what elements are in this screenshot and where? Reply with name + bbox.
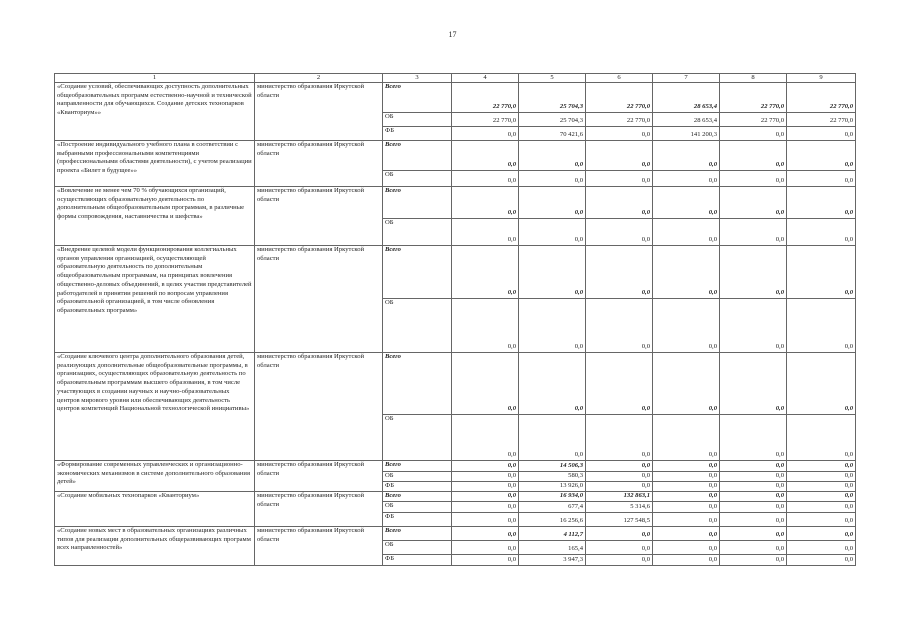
- amount-cell: 0,0: [653, 141, 720, 171]
- executor-cell: министерство образования Иркутской области: [255, 492, 383, 527]
- funding-source-cell: Всего: [383, 187, 452, 219]
- amount-cell: 0,0: [653, 555, 720, 566]
- page-number: 17: [448, 30, 457, 39]
- event-name-cell: «Создание новых мест в образовательных организациях различных типов для реализации дополнительных общеразвивающих программ всех направленностей»: [55, 527, 255, 566]
- amount-cell: 0,0: [653, 171, 720, 187]
- header-cell: 2: [255, 74, 383, 83]
- amount-cell: 0,0: [653, 246, 720, 299]
- amount-cell: 0,0: [720, 171, 787, 187]
- amount-cell: 0,0: [720, 513, 787, 527]
- amount-cell: 0,0: [519, 415, 586, 461]
- header-cell: 4: [452, 74, 519, 83]
- amount-cell: 0,0: [653, 415, 720, 461]
- amount-cell: 22 770,0: [586, 113, 653, 127]
- amount-cell: 0,0: [586, 171, 653, 187]
- executor-cell: министерство образования Иркутской области: [255, 246, 383, 353]
- amount-cell: 0,0: [586, 246, 653, 299]
- amount-cell: 0,0: [586, 527, 653, 541]
- amount-cell: 0,0: [586, 353, 653, 415]
- funding-source-cell: ОБ: [383, 502, 452, 513]
- executor-cell: министерство образования Иркутской области: [255, 527, 383, 566]
- amount-cell: 141 200,3: [653, 127, 720, 141]
- amount-cell: 0,0: [653, 482, 720, 492]
- amount-cell: 0,0: [787, 246, 856, 299]
- header-cell: 7: [653, 74, 720, 83]
- amount-cell: 3 947,3: [519, 555, 586, 566]
- amount-cell: 28 653,4: [653, 113, 720, 127]
- amount-cell: 580,3: [519, 472, 586, 482]
- amount-cell: 0,0: [452, 461, 519, 472]
- funding-source-cell: Всего: [383, 141, 452, 171]
- amount-cell: 0,0: [586, 472, 653, 482]
- table-row: [55, 187, 856, 219]
- table-row: [55, 353, 856, 415]
- amount-cell: 0,0: [720, 415, 787, 461]
- amount-cell: 0,0: [720, 219, 787, 246]
- amount-cell: 0,0: [653, 353, 720, 415]
- amount-cell: 0,0: [452, 187, 519, 219]
- amount-cell: 0,0: [653, 461, 720, 472]
- amount-cell: 0,0: [586, 299, 653, 353]
- funding-source-cell: Всего: [383, 527, 452, 541]
- event-name-cell: «Построение индивидуального учебного плана в соответствии с выбранными профессиональными компетенциями (профессиональными областями деятельности), с учетом реализации проекта «Билет в будущее»»: [55, 141, 255, 187]
- funding-source-cell: Всего: [383, 246, 452, 299]
- amount-cell: 0,0: [519, 299, 586, 353]
- executor-cell: министерство образования Иркутской области: [255, 141, 383, 187]
- funding-source-cell: ОБ: [383, 219, 452, 246]
- amount-cell: 0,0: [720, 527, 787, 541]
- header-cell: 5: [519, 74, 586, 83]
- amount-cell: 0,0: [787, 219, 856, 246]
- funding-source-cell: ФБ: [383, 482, 452, 492]
- amount-cell: 0,0: [787, 171, 856, 187]
- funding-source-cell: ОБ: [383, 299, 452, 353]
- amount-cell: 0,0: [452, 171, 519, 187]
- amount-cell: 0,0: [586, 482, 653, 492]
- table-row: [55, 461, 856, 472]
- amount-cell: 165,4: [519, 541, 586, 555]
- amount-cell: 22 770,0: [720, 83, 787, 113]
- amount-cell: 4 112,7: [519, 527, 586, 541]
- event-name-cell: «Внедрение целевой модели функционирования коллегиальных органов управления организацией, осуществляющей образовательную деятельность по дополнительным общеобразовательным программам, на принципах вовлечения общественно-деловых объединений, в целях участия представителей работодателей в принятии решений по вопросам управления образовательной организацией, в том числе обновления образовательных программ»: [55, 246, 255, 353]
- amount-cell: 0,0: [720, 246, 787, 299]
- amount-cell: 0,0: [586, 541, 653, 555]
- amount-cell: 16 256,6: [519, 513, 586, 527]
- funding-source-cell: Всего: [383, 461, 452, 472]
- amount-cell: 0,0: [653, 187, 720, 219]
- budget-table: [54, 73, 856, 566]
- event-name-cell: «Создание ключевого центра дополнительного образования детей, реализующих дополнительные общеобразовательные программы, в организациях, осуществляющих образовательную деятельность по образовательным программам высшего образования, в том числе участвующих в создании научных и научно-образовательных центров мирового уровня или обеспечивающих деятельность центров компетенций Национальной технологической инициативы»: [55, 353, 255, 461]
- amount-cell: 677,4: [519, 502, 586, 513]
- amount-cell: 0,0: [586, 415, 653, 461]
- amount-cell: 0,0: [519, 246, 586, 299]
- amount-cell: 0,0: [720, 353, 787, 415]
- amount-cell: 0,0: [653, 541, 720, 555]
- table-row: [55, 492, 856, 502]
- funding-source-cell: Всего: [383, 353, 452, 415]
- amount-cell: 0,0: [452, 141, 519, 171]
- amount-cell: 0,0: [519, 353, 586, 415]
- table-row: [55, 246, 856, 299]
- amount-cell: 22 770,0: [452, 113, 519, 127]
- amount-cell: 0,0: [586, 127, 653, 141]
- amount-cell: 0,0: [452, 127, 519, 141]
- header-cell: 1: [55, 74, 255, 83]
- amount-cell: 0,0: [452, 472, 519, 482]
- amount-cell: 0,0: [787, 541, 856, 555]
- amount-cell: 0,0: [787, 502, 856, 513]
- table-row: [55, 527, 856, 541]
- amount-cell: 0,0: [519, 187, 586, 219]
- amount-cell: 25 704,3: [519, 83, 586, 113]
- amount-cell: 0,0: [653, 492, 720, 502]
- amount-cell: 0,0: [653, 513, 720, 527]
- amount-cell: 0,0: [452, 353, 519, 415]
- event-name-cell: «Формирование современных управленческих и организационно-экономических механизмов в системе дополнительного образования детей»: [55, 461, 255, 492]
- header-cell: 8: [720, 74, 787, 83]
- funding-source-cell: Всего: [383, 83, 452, 113]
- amount-cell: 0,0: [452, 219, 519, 246]
- amount-cell: 22 770,0: [787, 113, 856, 127]
- amount-cell: 0,0: [519, 141, 586, 171]
- header-cell: 6: [586, 74, 653, 83]
- amount-cell: 0,0: [720, 482, 787, 492]
- amount-cell: 14 506,3: [519, 461, 586, 472]
- amount-cell: 22 770,0: [452, 83, 519, 113]
- executor-cell: министерство образования Иркутской области: [255, 83, 383, 141]
- header-row: [55, 74, 856, 83]
- amount-cell: 0,0: [720, 541, 787, 555]
- funding-source-cell: ОБ: [383, 171, 452, 187]
- amount-cell: 0,0: [452, 482, 519, 492]
- amount-cell: 0,0: [586, 141, 653, 171]
- amount-cell: 22 770,0: [586, 83, 653, 113]
- amount-cell: 0,0: [720, 502, 787, 513]
- amount-cell: 0,0: [452, 415, 519, 461]
- executor-cell: министерство образования Иркутской области: [255, 353, 383, 461]
- amount-cell: 0,0: [586, 555, 653, 566]
- amount-cell: 0,0: [653, 299, 720, 353]
- amount-cell: 0,0: [787, 527, 856, 541]
- amount-cell: 0,0: [787, 472, 856, 482]
- amount-cell: 0,0: [787, 141, 856, 171]
- amount-cell: 25 704,3: [519, 113, 586, 127]
- amount-cell: 0,0: [787, 461, 856, 472]
- amount-cell: 0,0: [519, 171, 586, 187]
- funding-source-cell: ОБ: [383, 541, 452, 555]
- amount-cell: 0,0: [586, 187, 653, 219]
- amount-cell: 28 653,4: [653, 83, 720, 113]
- amount-cell: 0,0: [720, 141, 787, 171]
- amount-cell: 0,0: [720, 555, 787, 566]
- amount-cell: 0,0: [787, 482, 856, 492]
- funding-source-cell: Всего: [383, 492, 452, 502]
- amount-cell: 0,0: [653, 527, 720, 541]
- funding-source-cell: ФБ: [383, 555, 452, 566]
- header-cell: 9: [787, 74, 856, 83]
- funding-source-cell: ФБ: [383, 127, 452, 141]
- funding-source-cell: ФБ: [383, 513, 452, 527]
- amount-cell: 16 934,0: [519, 492, 586, 502]
- amount-cell: 22 770,0: [720, 113, 787, 127]
- funding-source-cell: ОБ: [383, 472, 452, 482]
- amount-cell: 0,0: [586, 461, 653, 472]
- amount-cell: 0,0: [452, 527, 519, 541]
- amount-cell: 0,0: [720, 461, 787, 472]
- event-name-cell: «Создание условий, обеспечивающих доступность дополнительных общеобразовательных программ естественно-научной и технической направленности для обучающихся. Создание детских технопарков «Кванториум»»: [55, 83, 255, 141]
- amount-cell: 0,0: [787, 555, 856, 566]
- amount-cell: 0,0: [586, 219, 653, 246]
- amount-cell: 0,0: [452, 555, 519, 566]
- amount-cell: 0,0: [787, 492, 856, 502]
- funding-source-cell: ОБ: [383, 113, 452, 127]
- amount-cell: 0,0: [787, 415, 856, 461]
- amount-cell: 0,0: [653, 472, 720, 482]
- amount-cell: 0,0: [519, 219, 586, 246]
- amount-cell: 0,0: [787, 187, 856, 219]
- executor-cell: министерство образования Иркутской области: [255, 187, 383, 246]
- table-row: [55, 141, 856, 171]
- amount-cell: 0,0: [720, 127, 787, 141]
- amount-cell: 0,0: [720, 492, 787, 502]
- amount-cell: 5 314,6: [586, 502, 653, 513]
- amount-cell: 0,0: [452, 541, 519, 555]
- event-name-cell: «Создание мобильных технопарков «Кванториум»: [55, 492, 255, 527]
- amount-cell: 0,0: [653, 219, 720, 246]
- amount-cell: 0,0: [720, 472, 787, 482]
- amount-cell: 13 926,0: [519, 482, 586, 492]
- amount-cell: 0,0: [452, 246, 519, 299]
- amount-cell: 0,0: [787, 299, 856, 353]
- amount-cell: 0,0: [720, 299, 787, 353]
- amount-cell: 0,0: [720, 187, 787, 219]
- executor-cell: министерство образования Иркутской области: [255, 461, 383, 492]
- amount-cell: 0,0: [452, 299, 519, 353]
- table-row: [55, 83, 856, 113]
- header-cell: 3: [383, 74, 452, 83]
- amount-cell: 0,0: [787, 127, 856, 141]
- amount-cell: 0,0: [653, 502, 720, 513]
- amount-cell: 0,0: [787, 513, 856, 527]
- amount-cell: 0,0: [787, 353, 856, 415]
- amount-cell: 0,0: [452, 513, 519, 527]
- amount-cell: 132 863,1: [586, 492, 653, 502]
- amount-cell: 0,0: [452, 502, 519, 513]
- amount-cell: 22 770,0: [787, 83, 856, 113]
- event-name-cell: «Вовлечение не менее чем 70 % обучающихся организаций, осуществляющих образовательную деятельность по дополнительным общеобразовательным программам, в различные формы сопровождения, наставничества и шефства»: [55, 187, 255, 246]
- funding-source-cell: ОБ: [383, 415, 452, 461]
- amount-cell: 0,0: [452, 492, 519, 502]
- amount-cell: 70 421,6: [519, 127, 586, 141]
- amount-cell: 127 548,5: [586, 513, 653, 527]
